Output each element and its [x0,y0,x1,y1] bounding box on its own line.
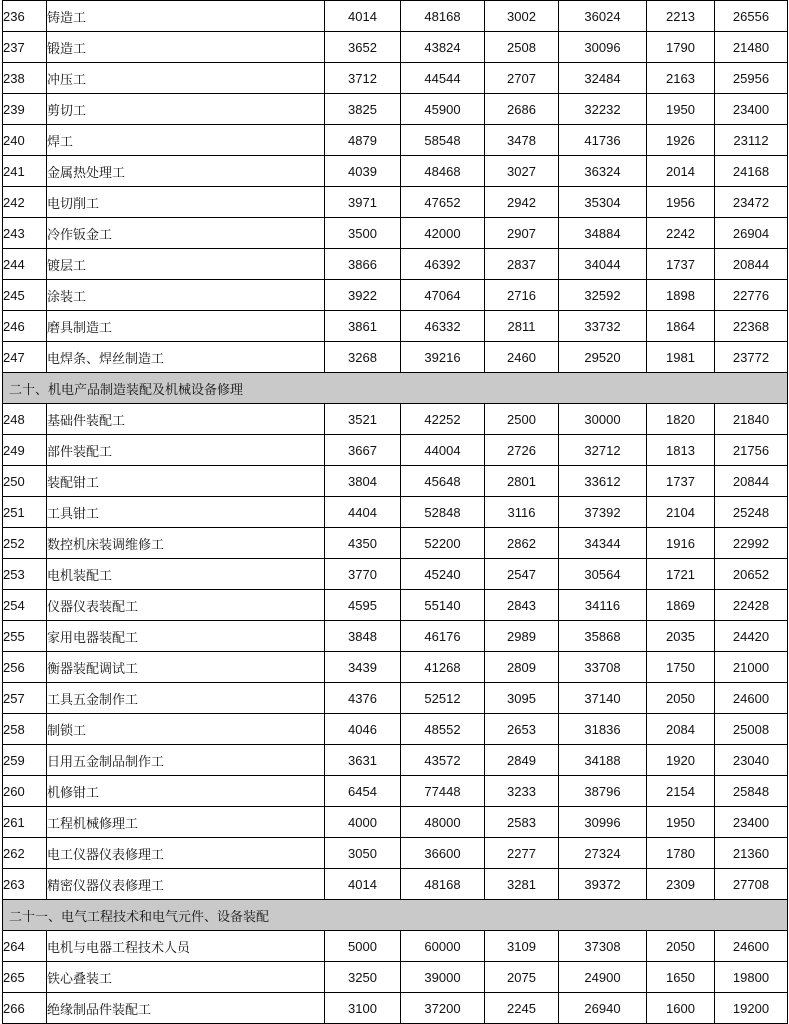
value-cell: 36600 [401,838,485,869]
table-row [3,218,788,249]
value-cell: 2500 [485,404,559,435]
section-title: 二十、机电产品制造装配及机械设备修理 [3,373,788,404]
value-cell: 4014 [325,1,401,32]
section-header-row [3,373,788,404]
section-title: 二十一、电气工程技术和电气元件、设备装配 [3,900,788,931]
value-cell: 35868 [559,621,647,652]
row-number: 244 [3,249,47,280]
value-cell: 34344 [559,528,647,559]
value-cell: 2154 [647,776,715,807]
row-number: 263 [3,869,47,900]
value-cell: 2547 [485,559,559,590]
table-row [3,249,788,280]
value-cell: 3250 [325,962,401,993]
occupation-name: 日用五金制品制作工 [47,745,325,776]
row-number: 249 [3,435,47,466]
row-number: 242 [3,187,47,218]
value-cell: 35304 [559,187,647,218]
value-cell: 21360 [715,838,788,869]
value-cell: 24168 [715,156,788,187]
value-cell: 1956 [647,187,715,218]
value-cell: 3825 [325,94,401,125]
value-cell: 30564 [559,559,647,590]
row-number: 264 [3,931,47,962]
table-body [3,1,788,1024]
value-cell: 4039 [325,156,401,187]
occupation-name: 衡器装配调试工 [47,652,325,683]
value-cell: 33612 [559,466,647,497]
value-cell: 1813 [647,435,715,466]
value-cell: 2075 [485,962,559,993]
occupation-name: 制锁工 [47,714,325,745]
value-cell: 44544 [401,63,485,94]
value-cell: 1650 [647,962,715,993]
occupation-name: 电机装配工 [47,559,325,590]
value-cell: 2843 [485,590,559,621]
row-number: 262 [3,838,47,869]
value-cell: 2726 [485,435,559,466]
value-cell: 1920 [647,745,715,776]
value-cell: 46392 [401,249,485,280]
value-cell: 46332 [401,311,485,342]
value-cell: 21840 [715,404,788,435]
value-cell: 1750 [647,652,715,683]
row-number: 238 [3,63,47,94]
value-cell: 25956 [715,63,788,94]
occupation-name: 铸造工 [47,1,325,32]
occupation-name: 工具钳工 [47,497,325,528]
value-cell: 4376 [325,683,401,714]
row-number: 266 [3,993,47,1024]
value-cell: 33732 [559,311,647,342]
value-cell: 4404 [325,497,401,528]
row-number: 247 [3,342,47,373]
occupation-name: 基础件装配工 [47,404,325,435]
value-cell: 3712 [325,63,401,94]
row-number: 243 [3,218,47,249]
value-cell: 3652 [325,32,401,63]
occupation-name: 仪器仪表装配工 [47,590,325,621]
value-cell: 4000 [325,807,401,838]
value-cell: 42000 [401,218,485,249]
value-cell: 22776 [715,280,788,311]
value-cell: 19200 [715,993,788,1024]
value-cell: 2050 [647,931,715,962]
wage-table [2,0,788,1024]
table-row [3,125,788,156]
value-cell: 1721 [647,559,715,590]
row-number: 237 [3,32,47,63]
value-cell: 32232 [559,94,647,125]
table-row [3,528,788,559]
value-cell: 3521 [325,404,401,435]
value-cell: 36324 [559,156,647,187]
table-row [3,497,788,528]
value-cell: 1950 [647,94,715,125]
value-cell: 4595 [325,590,401,621]
row-number: 246 [3,311,47,342]
table-row [3,683,788,714]
table-row [3,745,788,776]
value-cell: 1898 [647,280,715,311]
value-cell: 1869 [647,590,715,621]
table-row [3,1,788,32]
value-cell: 20844 [715,466,788,497]
value-cell: 26556 [715,1,788,32]
value-cell: 2104 [647,497,715,528]
value-cell: 2213 [647,1,715,32]
value-cell: 2942 [485,187,559,218]
row-number: 240 [3,125,47,156]
table-row [3,404,788,435]
value-cell: 31836 [559,714,647,745]
value-cell: 3439 [325,652,401,683]
value-cell: 2508 [485,32,559,63]
value-cell: 48552 [401,714,485,745]
value-cell: 4350 [325,528,401,559]
value-cell: 32712 [559,435,647,466]
occupation-name: 磨具制造工 [47,311,325,342]
table-row [3,63,788,94]
value-cell: 2907 [485,218,559,249]
value-cell: 3116 [485,497,559,528]
table-row [3,993,788,1024]
occupation-name: 工程机械修理工 [47,807,325,838]
value-cell: 3770 [325,559,401,590]
occupation-name: 电工仪器仪表修理工 [47,838,325,869]
row-number: 260 [3,776,47,807]
value-cell: 1737 [647,466,715,497]
value-cell: 24900 [559,962,647,993]
value-cell: 32484 [559,63,647,94]
value-cell: 48468 [401,156,485,187]
value-cell: 2707 [485,63,559,94]
value-cell: 33708 [559,652,647,683]
occupation-name: 铁心叠装工 [47,962,325,993]
value-cell: 38796 [559,776,647,807]
value-cell: 26940 [559,993,647,1024]
value-cell: 60000 [401,931,485,962]
value-cell: 24600 [715,931,788,962]
occupation-name: 电机与电器工程技术人员 [47,931,325,962]
value-cell: 2716 [485,280,559,311]
value-cell: 30996 [559,807,647,838]
value-cell: 58548 [401,125,485,156]
row-number: 259 [3,745,47,776]
value-cell: 43824 [401,32,485,63]
value-cell: 3109 [485,931,559,962]
value-cell: 25248 [715,497,788,528]
value-cell: 3050 [325,838,401,869]
table-row [3,807,788,838]
table-row [3,621,788,652]
value-cell: 3478 [485,125,559,156]
value-cell: 24600 [715,683,788,714]
occupation-name: 机修钳工 [47,776,325,807]
value-cell: 24420 [715,621,788,652]
value-cell: 52848 [401,497,485,528]
value-cell: 2163 [647,63,715,94]
value-cell: 2035 [647,621,715,652]
value-cell: 2583 [485,807,559,838]
row-number: 251 [3,497,47,528]
value-cell: 48168 [401,869,485,900]
value-cell: 34884 [559,218,647,249]
value-cell: 4879 [325,125,401,156]
occupation-name: 剪切工 [47,94,325,125]
occupation-name: 冲压工 [47,63,325,94]
value-cell: 3500 [325,218,401,249]
occupation-name: 绝缘制品件装配工 [47,993,325,1024]
value-cell: 2277 [485,838,559,869]
value-cell: 34044 [559,249,647,280]
value-cell: 23400 [715,807,788,838]
row-number: 255 [3,621,47,652]
value-cell: 39372 [559,869,647,900]
value-cell: 2460 [485,342,559,373]
value-cell: 23112 [715,125,788,156]
value-cell: 1950 [647,807,715,838]
section-header-row [3,900,788,931]
value-cell: 21480 [715,32,788,63]
value-cell: 55140 [401,590,485,621]
value-cell: 2862 [485,528,559,559]
occupation-name: 金属热处理工 [47,156,325,187]
value-cell: 2653 [485,714,559,745]
value-cell: 44004 [401,435,485,466]
value-cell: 37308 [559,931,647,962]
occupation-name: 数控机床装调维修工 [47,528,325,559]
table-row [3,435,788,466]
row-number: 261 [3,807,47,838]
value-cell: 2050 [647,683,715,714]
value-cell: 2849 [485,745,559,776]
value-cell: 37392 [559,497,647,528]
value-cell: 30096 [559,32,647,63]
value-cell: 45648 [401,466,485,497]
value-cell: 2801 [485,466,559,497]
value-cell: 52512 [401,683,485,714]
value-cell: 1981 [647,342,715,373]
occupation-name: 锻造工 [47,32,325,63]
table-row [3,94,788,125]
value-cell: 39216 [401,342,485,373]
value-cell: 26904 [715,218,788,249]
row-number: 248 [3,404,47,435]
value-cell: 4046 [325,714,401,745]
value-cell: 37140 [559,683,647,714]
value-cell: 1737 [647,249,715,280]
table-row [3,714,788,745]
row-number: 250 [3,466,47,497]
row-number: 236 [3,1,47,32]
value-cell: 3281 [485,869,559,900]
value-cell: 2686 [485,94,559,125]
value-cell: 23040 [715,745,788,776]
value-cell: 22368 [715,311,788,342]
value-cell: 20844 [715,249,788,280]
value-cell: 20652 [715,559,788,590]
value-cell: 2084 [647,714,715,745]
table-row [3,931,788,962]
value-cell: 3002 [485,1,559,32]
value-cell: 2809 [485,652,559,683]
value-cell: 46176 [401,621,485,652]
value-cell: 1926 [647,125,715,156]
value-cell: 34116 [559,590,647,621]
occupation-name: 装配钳工 [47,466,325,497]
row-number: 241 [3,156,47,187]
value-cell: 3100 [325,993,401,1024]
row-number: 254 [3,590,47,621]
table-row [3,32,788,63]
occupation-name: 电切削工 [47,187,325,218]
value-cell: 19800 [715,962,788,993]
occupation-name: 电焊条、焊丝制造工 [47,342,325,373]
row-number: 258 [3,714,47,745]
value-cell: 1790 [647,32,715,63]
occupation-name: 涂装工 [47,280,325,311]
row-number: 239 [3,94,47,125]
table-row [3,838,788,869]
value-cell: 3866 [325,249,401,280]
value-cell: 2014 [647,156,715,187]
value-cell: 45240 [401,559,485,590]
table-row [3,559,788,590]
value-cell: 27324 [559,838,647,869]
value-cell: 23772 [715,342,788,373]
value-cell: 5000 [325,931,401,962]
value-cell: 48000 [401,807,485,838]
value-cell: 47064 [401,280,485,311]
value-cell: 3631 [325,745,401,776]
value-cell: 3667 [325,435,401,466]
value-cell: 41268 [401,652,485,683]
value-cell: 3804 [325,466,401,497]
value-cell: 25008 [715,714,788,745]
value-cell: 3848 [325,621,401,652]
value-cell: 36024 [559,1,647,32]
occupation-name: 工具五金制作工 [47,683,325,714]
row-number: 256 [3,652,47,683]
value-cell: 3861 [325,311,401,342]
table-row [3,652,788,683]
value-cell: 1820 [647,404,715,435]
value-cell: 3095 [485,683,559,714]
table-row [3,280,788,311]
table-row [3,869,788,900]
value-cell: 48168 [401,1,485,32]
value-cell: 23472 [715,187,788,218]
table-row [3,342,788,373]
table-row [3,962,788,993]
value-cell: 47652 [401,187,485,218]
occupation-name: 精密仪器仪表修理工 [47,869,325,900]
occupation-name: 部件装配工 [47,435,325,466]
occupation-name: 镀层工 [47,249,325,280]
row-number: 257 [3,683,47,714]
table-row [3,466,788,497]
value-cell: 39000 [401,962,485,993]
value-cell: 77448 [401,776,485,807]
value-cell: 34188 [559,745,647,776]
value-cell: 6454 [325,776,401,807]
value-cell: 52200 [401,528,485,559]
value-cell: 25848 [715,776,788,807]
value-cell: 29520 [559,342,647,373]
value-cell: 2242 [647,218,715,249]
row-number: 245 [3,280,47,311]
value-cell: 21756 [715,435,788,466]
row-number: 253 [3,559,47,590]
row-number: 265 [3,962,47,993]
value-cell: 1864 [647,311,715,342]
value-cell: 3233 [485,776,559,807]
value-cell: 3268 [325,342,401,373]
value-cell: 45900 [401,94,485,125]
table-row [3,156,788,187]
value-cell: 1780 [647,838,715,869]
table-row [3,776,788,807]
value-cell: 30000 [559,404,647,435]
value-cell: 3922 [325,280,401,311]
value-cell: 22992 [715,528,788,559]
occupation-name: 冷作钣金工 [47,218,325,249]
value-cell: 2811 [485,311,559,342]
value-cell: 1600 [647,993,715,1024]
value-cell: 43572 [401,745,485,776]
table-row [3,590,788,621]
occupation-name: 焊工 [47,125,325,156]
value-cell: 37200 [401,993,485,1024]
value-cell: 42252 [401,404,485,435]
value-cell: 27708 [715,869,788,900]
table-row [3,311,788,342]
table-row [3,187,788,218]
value-cell: 32592 [559,280,647,311]
occupation-name: 家用电器装配工 [47,621,325,652]
value-cell: 41736 [559,125,647,156]
value-cell: 3971 [325,187,401,218]
row-number: 252 [3,528,47,559]
value-cell: 2309 [647,869,715,900]
value-cell: 23400 [715,94,788,125]
value-cell: 2989 [485,621,559,652]
value-cell: 1916 [647,528,715,559]
value-cell: 3027 [485,156,559,187]
value-cell: 4014 [325,869,401,900]
value-cell: 2245 [485,993,559,1024]
value-cell: 21000 [715,652,788,683]
value-cell: 2837 [485,249,559,280]
value-cell: 22428 [715,590,788,621]
